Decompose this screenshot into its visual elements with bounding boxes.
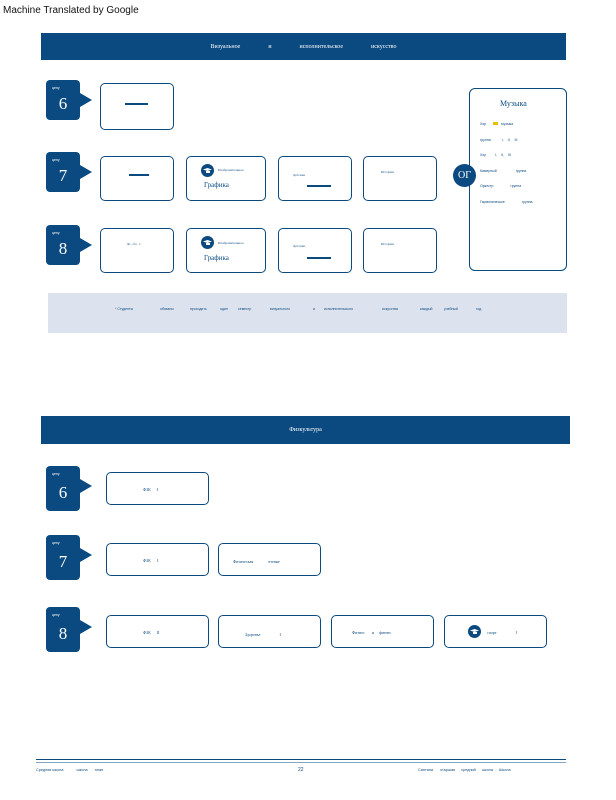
grade-label: цену bbox=[52, 86, 60, 90]
graduation-cap-icon bbox=[201, 164, 214, 177]
section2-banner bbox=[41, 416, 570, 444]
banner-word: и bbox=[268, 43, 272, 50]
highlight-mark bbox=[493, 122, 498, 125]
footer-word: Школа bbox=[499, 768, 511, 772]
grade-8-tag bbox=[46, 225, 80, 265]
course-label: Детская bbox=[293, 244, 305, 248]
course-card[interactable] bbox=[331, 615, 434, 648]
course-suffix: и bbox=[371, 630, 374, 635]
note-word: исполнительского bbox=[324, 307, 354, 311]
course-label bbox=[143, 630, 160, 635]
course-card[interactable] bbox=[218, 615, 321, 648]
course-text: Физическая bbox=[233, 559, 254, 564]
music-row-text: Оркестр bbox=[480, 184, 494, 188]
course-text: Фитнес bbox=[352, 630, 365, 635]
course-card[interactable] bbox=[278, 228, 352, 273]
grade-label: цену bbox=[52, 472, 60, 476]
course-label-line bbox=[307, 257, 331, 259]
course-label-line bbox=[125, 103, 148, 105]
course-title: Графика bbox=[204, 181, 229, 189]
course-card[interactable] bbox=[106, 472, 209, 505]
machine-translated-label: Machine Translated by Google bbox=[3, 5, 139, 16]
course-suffix: 1 bbox=[139, 242, 141, 246]
music-row-text: III bbox=[514, 138, 518, 142]
music-row-text: II, bbox=[507, 138, 511, 142]
banner-word: Визуальное bbox=[210, 43, 241, 50]
grade-label: цену bbox=[52, 158, 60, 162]
grade-6-tag bbox=[46, 466, 80, 511]
music-row-text: II, bbox=[501, 153, 505, 157]
footer-rule bbox=[36, 759, 566, 760]
course-extra: фитнес bbox=[378, 630, 392, 635]
course-label bbox=[143, 487, 158, 492]
footer-word: средний bbox=[461, 768, 476, 772]
course-label bbox=[352, 630, 391, 635]
course-card[interactable] bbox=[106, 615, 209, 648]
course-card[interactable] bbox=[100, 83, 174, 130]
grade-label: цену bbox=[52, 231, 60, 235]
section1-banner bbox=[41, 33, 566, 60]
course-text: ФЗК bbox=[143, 630, 151, 635]
course-card[interactable] bbox=[218, 543, 321, 576]
grade-8-tag bbox=[46, 607, 80, 652]
course-label: История bbox=[381, 242, 394, 246]
music-row-text: Гармоническое bbox=[480, 200, 505, 204]
music-row bbox=[480, 122, 513, 126]
note-word: визуального bbox=[270, 307, 290, 311]
grade-label: цену bbox=[52, 541, 60, 545]
music-row bbox=[480, 138, 517, 142]
grade-number: 7 bbox=[58, 166, 68, 185]
footer-rule bbox=[36, 762, 566, 763]
course-label: Ф…ба bbox=[127, 242, 137, 246]
footer-left bbox=[36, 768, 103, 772]
banner-word: исполнительское bbox=[299, 43, 343, 50]
note-word: и bbox=[313, 307, 315, 311]
note-word: каждый bbox=[420, 307, 433, 311]
course-label-line bbox=[129, 174, 149, 176]
music-row-text: группа bbox=[521, 200, 533, 204]
note-word: один bbox=[220, 307, 228, 311]
page-number: 22 bbox=[298, 767, 304, 773]
course-text: спорт bbox=[487, 630, 497, 635]
requirement-note bbox=[48, 293, 567, 333]
footer-word: Сантана bbox=[418, 768, 434, 772]
music-title: Музыка bbox=[500, 99, 527, 108]
music-row bbox=[480, 169, 526, 173]
grade-number: 6 bbox=[58, 483, 68, 502]
music-row bbox=[480, 200, 532, 204]
course-label bbox=[143, 558, 158, 563]
course-text: Здоровье bbox=[245, 632, 261, 637]
grade-label: цену bbox=[52, 613, 60, 617]
course-text: ФЗК bbox=[143, 558, 151, 563]
course-suffix: I bbox=[515, 630, 517, 635]
music-row-text: I, bbox=[501, 138, 504, 142]
course-label: Изобразительное bbox=[218, 241, 244, 245]
og-badge bbox=[453, 164, 476, 187]
footer-word: старшая bbox=[440, 768, 456, 772]
music-row-text: Хор bbox=[480, 153, 487, 157]
grade-6-tag bbox=[46, 80, 80, 120]
footer-word: план bbox=[94, 768, 104, 772]
course-suffix: I bbox=[156, 487, 159, 492]
footer-right bbox=[418, 768, 511, 772]
music-row-text: I, bbox=[495, 153, 498, 157]
course-title: Графика bbox=[204, 254, 229, 262]
graduation-cap-icon bbox=[468, 625, 481, 638]
note-word: проходить bbox=[190, 307, 207, 311]
music-row-text: группа bbox=[515, 169, 527, 173]
banner-word: Физкультура bbox=[289, 427, 322, 433]
music-row-text: группа bbox=[480, 138, 491, 142]
grade-number: 8 bbox=[58, 239, 68, 258]
course-card[interactable] bbox=[100, 228, 174, 273]
course-label bbox=[233, 559, 280, 564]
course-label: Детская bbox=[293, 173, 305, 177]
course-label bbox=[245, 632, 281, 637]
course-suffix: I bbox=[156, 558, 159, 563]
og-label: ОГ bbox=[457, 170, 471, 181]
note-word: * Студенты bbox=[115, 307, 134, 311]
graduation-cap-icon bbox=[201, 236, 214, 249]
music-row bbox=[480, 153, 511, 157]
course-card[interactable] bbox=[278, 156, 352, 201]
course-label bbox=[487, 630, 517, 635]
course-label-line bbox=[307, 185, 331, 187]
music-row bbox=[480, 184, 521, 188]
course-card[interactable] bbox=[444, 615, 547, 648]
course-card[interactable] bbox=[363, 156, 437, 201]
note-word: учебный bbox=[444, 307, 458, 311]
music-row-text: Хор bbox=[480, 122, 487, 126]
banner-word: искусство bbox=[371, 43, 397, 50]
footer-word: Средняя школа bbox=[36, 768, 64, 772]
grade-number: 8 bbox=[58, 624, 68, 643]
grade-number: 7 bbox=[58, 552, 68, 571]
course-label: История bbox=[381, 170, 394, 174]
course-suffix: II bbox=[156, 630, 160, 635]
course-label: Изобразительное bbox=[218, 168, 244, 172]
course-card[interactable] bbox=[100, 156, 174, 201]
music-row-text: группа bbox=[510, 184, 522, 188]
footer-word: школа bbox=[76, 768, 88, 772]
grafika-card[interactable] bbox=[186, 228, 266, 273]
note-word: семестр bbox=[238, 307, 252, 311]
course-suffix: чтение bbox=[268, 559, 280, 564]
music-row-text: музыка bbox=[501, 122, 514, 126]
music-row-text: III bbox=[508, 153, 511, 157]
footer-word: школа bbox=[481, 768, 493, 772]
course-text: ФЗК bbox=[143, 487, 151, 492]
note-word: обязаны bbox=[160, 307, 174, 311]
course-card[interactable] bbox=[106, 543, 209, 576]
grade-number: 6 bbox=[58, 94, 68, 113]
music-row-text: Камерный bbox=[480, 169, 497, 173]
grade-7-tag bbox=[46, 535, 80, 580]
music-panel[interactable] bbox=[469, 88, 567, 271]
course-card[interactable] bbox=[363, 228, 437, 273]
grade-7-tag bbox=[46, 152, 80, 192]
note-word: год. bbox=[476, 307, 483, 311]
grafika-card[interactable] bbox=[186, 156, 266, 201]
course-suffix: I bbox=[279, 632, 281, 637]
note-word: искусства bbox=[382, 307, 398, 311]
